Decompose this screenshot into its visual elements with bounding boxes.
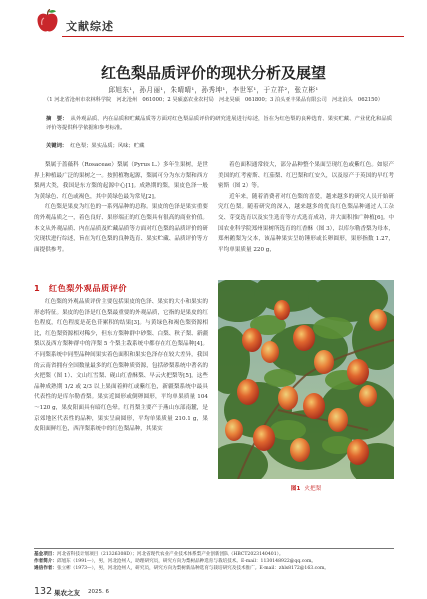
keywords-text: 红色梨；果实品质；风味；贮藏	[70, 143, 145, 149]
apple-icon	[34, 8, 61, 35]
figure-caption-text: 火把梨	[304, 486, 322, 492]
paragraph: 红色梨的外观品质评价主要包括果皮的色泽、果实的大小和果实的形态特征。果皮的色泽是红色梨最重要的外观品质，它指的是果皮的红色程度，红色程度是花色苷累积的结果[3]。与黄绿色和褐色梨资源相比，红色梨资源相对稀少，但东方梨种群中砂梨、白梨、秋子梨、新疆梨以及西方梨种群中的洋梨 5 个梨主栽系统中都存在红色梨品种[4]。不同梨系统中同型品种间果实着色面积和果实色泽存在较大差异，我国的云南省拥有全国数量最多的红色梨种质资源，包括砂梨系统中著名的火把梨（图 1）、文山红雪梨、砚山红香酥梨、早云火把梨等[5]，这些品种成熟期 1/2 或 2/3 以上果面着鲜红或紫红色，新疆梨系统中最具代表性的是库尔勒香梨。果实近圆形或倒卵圆形，平均单果质量 104～120 g，果皮阳面具有暗红色晕。红肖梨主要产于燕山东部南麓，是京郊地区代表性的品种，果实呈扁圆形，平均单果质量 210.1 g，果皮阳面鲜红色，西洋梨系统中的红色梨品种，其果实	[34, 299, 208, 433]
footnote-author	[34, 558, 394, 565]
footnote-text: 邱旭东（1991—），男，河北沧州人，助理研究员，研究方向为梨树品种选育与栽培技术。E-mail：1130148922@qq.com。	[56, 559, 317, 565]
body-left-column-2	[34, 297, 208, 435]
footnote-text: 张立彬（1973—），男，河北沧州人，研究员，研究方向为梨树新品种选育与栽培研究及技术推广。E-mail：zhls8172@163.com。	[56, 566, 329, 572]
author-list: 邱旭东¹，孙月丽¹，朱晴晴¹，孙秀坤¹，李世军¹，于立祥²，张立彬¹	[108, 86, 319, 94]
keywords	[46, 142, 392, 150]
figure-number: 图1	[290, 486, 301, 492]
paragraph: 梨属于蔷薇科（Rosaceae）梨属（Pyrus L.）多年生果树，是世界上种植最广泛的果树之一。按照植物起源，梨属可分为东方梨和西方梨两大类，我国是东方梨的起源中心[1]。成熟期的梨，果皮色泽一般为黄绿色、红色或褐色，其中黄绿色最为常见[2]。	[34, 162, 208, 200]
footnote-label: 通信作者：	[34, 566, 57, 572]
journal-apple-logo	[34, 8, 61, 35]
footnote-correspondence	[34, 565, 394, 572]
footnote-funding	[34, 551, 394, 558]
pear-tree-photo	[218, 280, 394, 479]
paragraph: 着色面积通常较大，部分品种整个果面呈现红色或紫红色。如原产美国的红考密斯、红茄梨、红巴梨和红安久，以及原产于英国的早红考密斯（图 2）等。	[218, 162, 394, 190]
abstract-text: 从外观品质、内在品质和贮藏品质等方面对红色梨品质评价的研究进展进行综述，旨在为红色梨的良种选育、果实贮藏、产业优化和品质评价等提供科学依据和参考标准。	[46, 116, 392, 131]
paragraph: 红色梨是果皮为红色的一系列品种的总称。果皮的色泽是果实重要的外观品质之一，着色良好、果形端正的红色梨具有很高的商业价值。本文从外观品质、内在品质及贮藏品质等方面对红色梨的品质评价的研究现状进行综述，旨在为红色梨的良种选育、果实贮藏、品质评价等方面提供参考。	[34, 204, 208, 253]
footnote-text: 河北省科技计划项目（21326308D）；河北省现代农业产业技术体系梨产业创新团队（HBCT2023140401）。	[56, 552, 284, 557]
paragraph: 近年来，随着消费者对红色梨的喜爱，越来越多的研究人员开始研究红色梨。随着研究的深入，越来越多的优良红色梨品种通过人工杂交、芽变选育以及实生选育等方式选育成功，并大面积推广种植[6]。中国农业科学院郑州果树所选育的红香酥（图 3），以库尔勒香梨为母本，郑州鹅梨为父本，该品种果实呈纺锤形或长卵圆形，果形指数 1.27，平均单果质量 220 g，	[218, 193, 394, 253]
footnote-label: 作者简介：	[34, 559, 57, 565]
footnote-rule	[34, 548, 394, 549]
header-rule	[62, 36, 404, 37]
article-title: 红色梨品质评价的现状分析及展望	[100, 64, 326, 82]
page-number: 132	[34, 586, 53, 597]
section-label: 文献综述	[66, 20, 114, 33]
figure-photo	[218, 280, 394, 479]
section-heading: 1 红色梨外观品质评价	[34, 283, 128, 293]
journal-issue: 2025. 6	[88, 589, 109, 595]
body-left-column	[34, 160, 208, 255]
figure-caption	[218, 484, 394, 492]
affiliations: （1 河北省沧州市农林科学院 河北沧州 061000；2 昊硕嘉农业农村局 河北昊硕 061800；3 泊头亚丰果品有限公司 河北泊头 062150）	[44, 97, 383, 103]
journal-name: 果农之友	[54, 589, 80, 597]
body-right-column	[218, 160, 394, 255]
abstract-label: 摘 要：	[46, 116, 68, 122]
footnotes	[34, 551, 394, 573]
footnote-label: 基金项目：	[34, 552, 57, 557]
keywords-label: 关键词：	[46, 143, 68, 149]
abstract	[46, 115, 392, 132]
